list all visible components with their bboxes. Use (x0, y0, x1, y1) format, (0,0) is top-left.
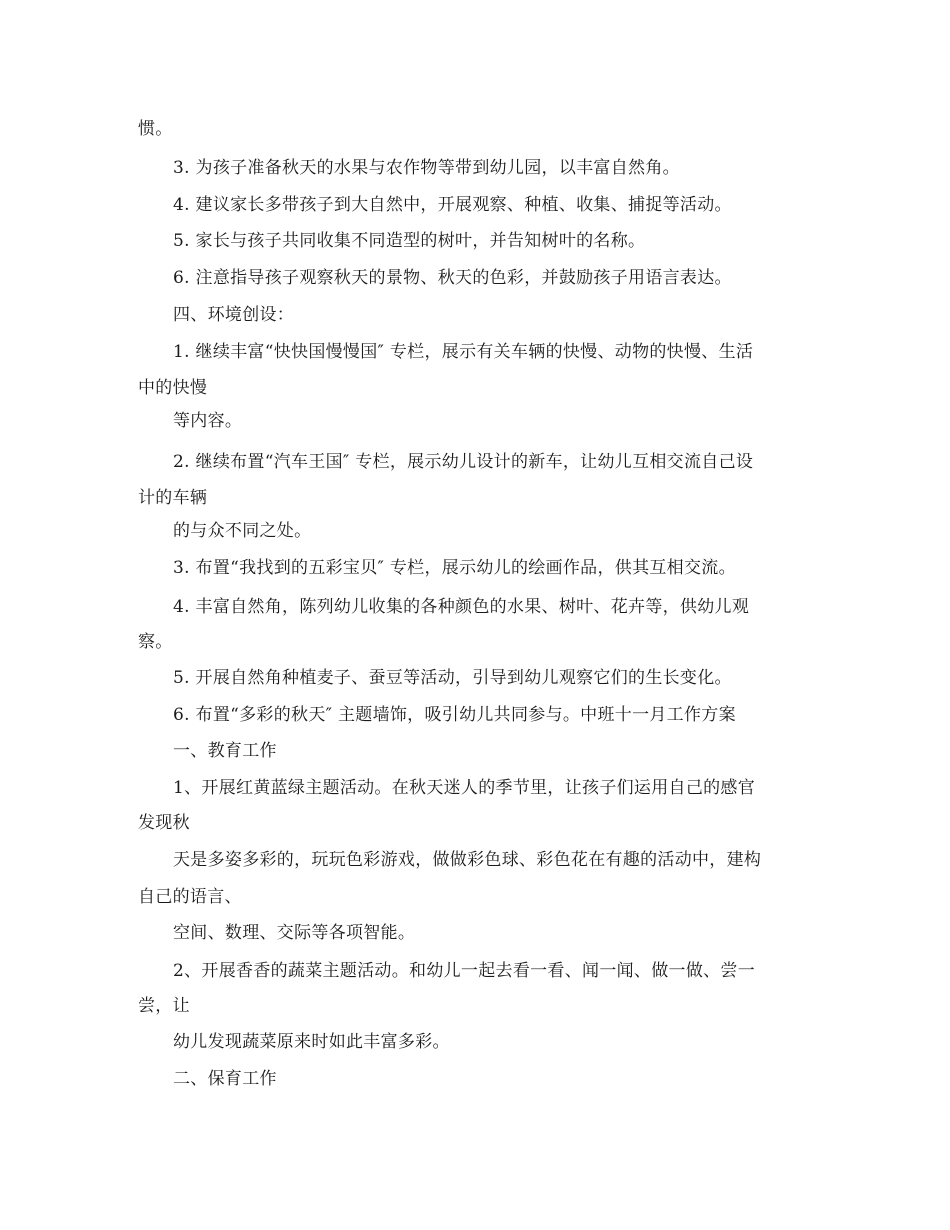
text-line: 4. 丰富自然角，陈列幼儿收集的各种颜色的水果、树叶、花卉等，供幼儿观 (173, 597, 750, 617)
text-line: 1. 继续丰富“快快国慢慢国″ 专栏，展示有关车辆的快慢、动物的快慢、生活 (173, 342, 754, 362)
text-line: 惯。 (138, 119, 173, 139)
text-line: 空间、数理、交际等各项智能。 (173, 923, 416, 943)
text-line: 3. 布置“我找到的五彩宝贝″ 专栏，展示幼儿的绘画作品，供其互相交流。 (173, 558, 736, 578)
text-line: 计的车辆 (138, 488, 208, 508)
text-line: 5. 家长与孩子共同收集不同造型的树叶，并告知树叶的名称。 (173, 231, 646, 251)
section-heading: 四、环境创设： (173, 305, 295, 325)
text-line: 5. 开展自然角种植麦子、蚕豆等活动，引导到幼儿观察它们的生长变化。 (173, 668, 732, 688)
text-line: 3. 为孩子准备秋天的水果与农作物等带到幼儿园，以丰富自然角。 (173, 158, 680, 178)
text-line: 自己的语言、 (138, 887, 242, 907)
text-line: 发现秋 (138, 813, 190, 833)
section-heading: 二、保育工作 (173, 1069, 277, 1089)
text-line: 的与众不同之处。 (173, 521, 312, 541)
text-line: 4. 建议家长多带孩子到大自然中，开展观察、种植、收集、捕捉等活动。 (173, 195, 732, 215)
section-heading: 一、教育工作 (173, 741, 277, 761)
text-line: 2、开展香香的蔬菜主题活动。和幼儿一起去看一看、闻一闻、做一做、尝一 (173, 961, 756, 981)
text-line: 1、开展红黄蓝绿主题活动。在秋天迷人的季节里，让孩子们运用自己的感官 (173, 778, 756, 798)
text-line: 6. 注意指导孩子观察秋天的景物、秋天的色彩，并鼓励孩子用语言表达。 (173, 268, 732, 288)
text-line: 幼儿发现蔬菜原来时如此丰富多彩。 (173, 1032, 450, 1052)
text-line: 2. 继续布置“汽车王国″ 专栏，展示幼儿设计的新车，让幼儿互相交流自己设 (173, 452, 754, 472)
text-line: 察。 (138, 632, 173, 652)
text-line: 天是多姿多彩的，玩玩色彩游戏，做做彩色球、彩色花在有趣的活动中，建构 (173, 850, 762, 870)
text-line: 6. 布置“多彩的秋天″ 主题墙饰，吸引幼儿共同参与。中班十一月工作方案 (173, 705, 736, 725)
text-line: 尝，让 (138, 996, 190, 1016)
text-line: 中的快慢 (138, 378, 208, 398)
text-line: 等内容。 (173, 411, 243, 431)
